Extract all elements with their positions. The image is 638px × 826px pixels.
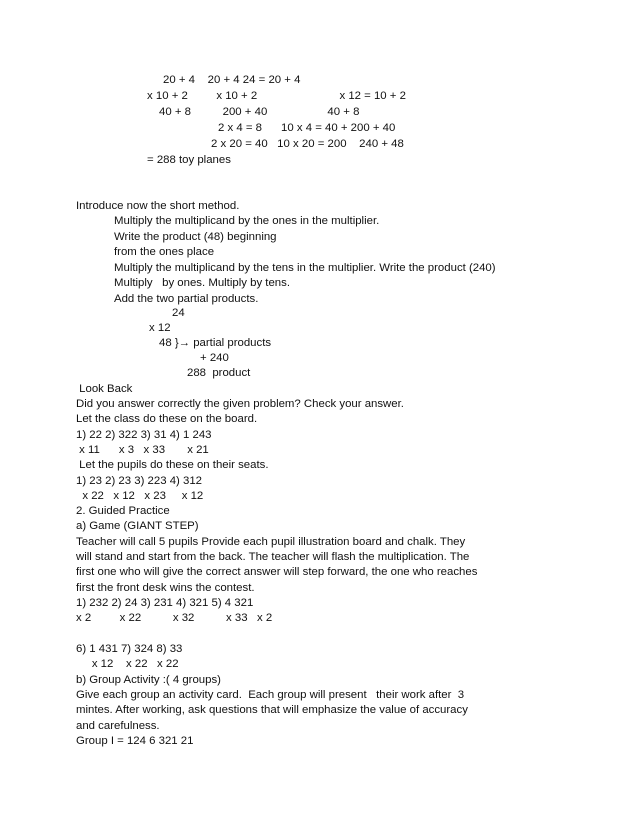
worked-partial-2: + 240 — [200, 352, 229, 364]
subsection-heading: a) Game (GIANT STEP) — [76, 520, 199, 532]
subsection-heading: b) Group Activity :( 4 groups) — [76, 674, 221, 686]
worked-product: 288 product — [187, 367, 251, 379]
board-multipliers: x 11 x 3 x 33 x 21 — [76, 444, 209, 456]
body-line: Let the pupils do these on their seats. — [76, 459, 269, 471]
computation-result: = 288 toy planes — [147, 154, 231, 166]
section-heading: 2. Guided Practice — [76, 505, 170, 517]
body-line: mintes. After working, ask questions that will emphasize the value of accuracy — [76, 704, 468, 716]
board-problems: 1) 22 2) 322 3) 31 4) 1 243 — [76, 429, 212, 441]
worked-partial-1: 48 }→ partial products — [159, 337, 272, 349]
computation-line-1: 20 + 4 20 + 4 24 = 20 + 4 — [163, 74, 301, 86]
method-step: Multiply by ones. Multiply by tens. — [114, 277, 290, 289]
method-step: Add the two partial products. — [114, 293, 259, 305]
body-line: Did you answer correctly the given problem? Check your answer. — [76, 398, 404, 410]
worked-multiplicand: 24 — [172, 307, 185, 319]
body-line: Let the class do these on the board. — [76, 413, 258, 425]
seat-multipliers: x 22 x 12 x 23 x 12 — [76, 490, 204, 502]
computation-line-3: 40 + 8 200 + 40 40 + 8 — [159, 106, 360, 118]
body-line: and carefulness. — [76, 720, 160, 732]
game-multipliers: x 12 x 22 x 22 — [76, 658, 179, 670]
body-line: will stand and start from the back. The teacher will flash the multiplication. The — [76, 551, 470, 563]
computation-line-4: 2 x 4 = 8 10 x 4 = 40 + 200 + 40 — [218, 122, 396, 134]
method-step: Multiply the multiplicand by the ones in the multiplier. — [114, 215, 380, 227]
body-line: Give each group an activity card. Each group will present their work after 3 — [76, 689, 465, 701]
seat-problems: 1) 23 2) 23 3) 223 4) 312 — [76, 475, 203, 487]
worked-multiplier: x 12 — [149, 322, 171, 334]
method-step: Multiply the multiplicand by the tens in the multiplier. Write the product (240) — [114, 262, 496, 274]
game-multipliers: x 2 x 22 x 32 x 33 x 2 — [76, 612, 273, 624]
game-problems: 6) 1 431 7) 324 8) 33 — [76, 643, 183, 655]
method-step: Write the product (48) beginning — [114, 231, 277, 243]
game-problems: 1) 232 2) 24 3) 231 4) 321 5) 4 321 — [76, 597, 254, 609]
method-intro: Introduce now the short method. — [76, 200, 240, 212]
body-line: Teacher will call 5 pupils Provide each pupil illustration board and chalk. They — [76, 536, 466, 548]
method-step: from the ones place — [114, 246, 215, 258]
computation-line-2: x 10 + 2 x 10 + 2 x 12 = 10 + 2 — [147, 90, 406, 102]
group-line: Group I = 124 6 321 21 — [76, 735, 194, 747]
body-line: first the front desk wins the contest. — [76, 582, 255, 594]
computation-line-5: 2 x 20 = 40 10 x 20 = 200 240 + 48 — [211, 138, 404, 150]
look-back-heading: Look Back — [76, 383, 133, 395]
body-line: first one who will give the correct answer will step forward, the one who reaches — [76, 566, 478, 578]
